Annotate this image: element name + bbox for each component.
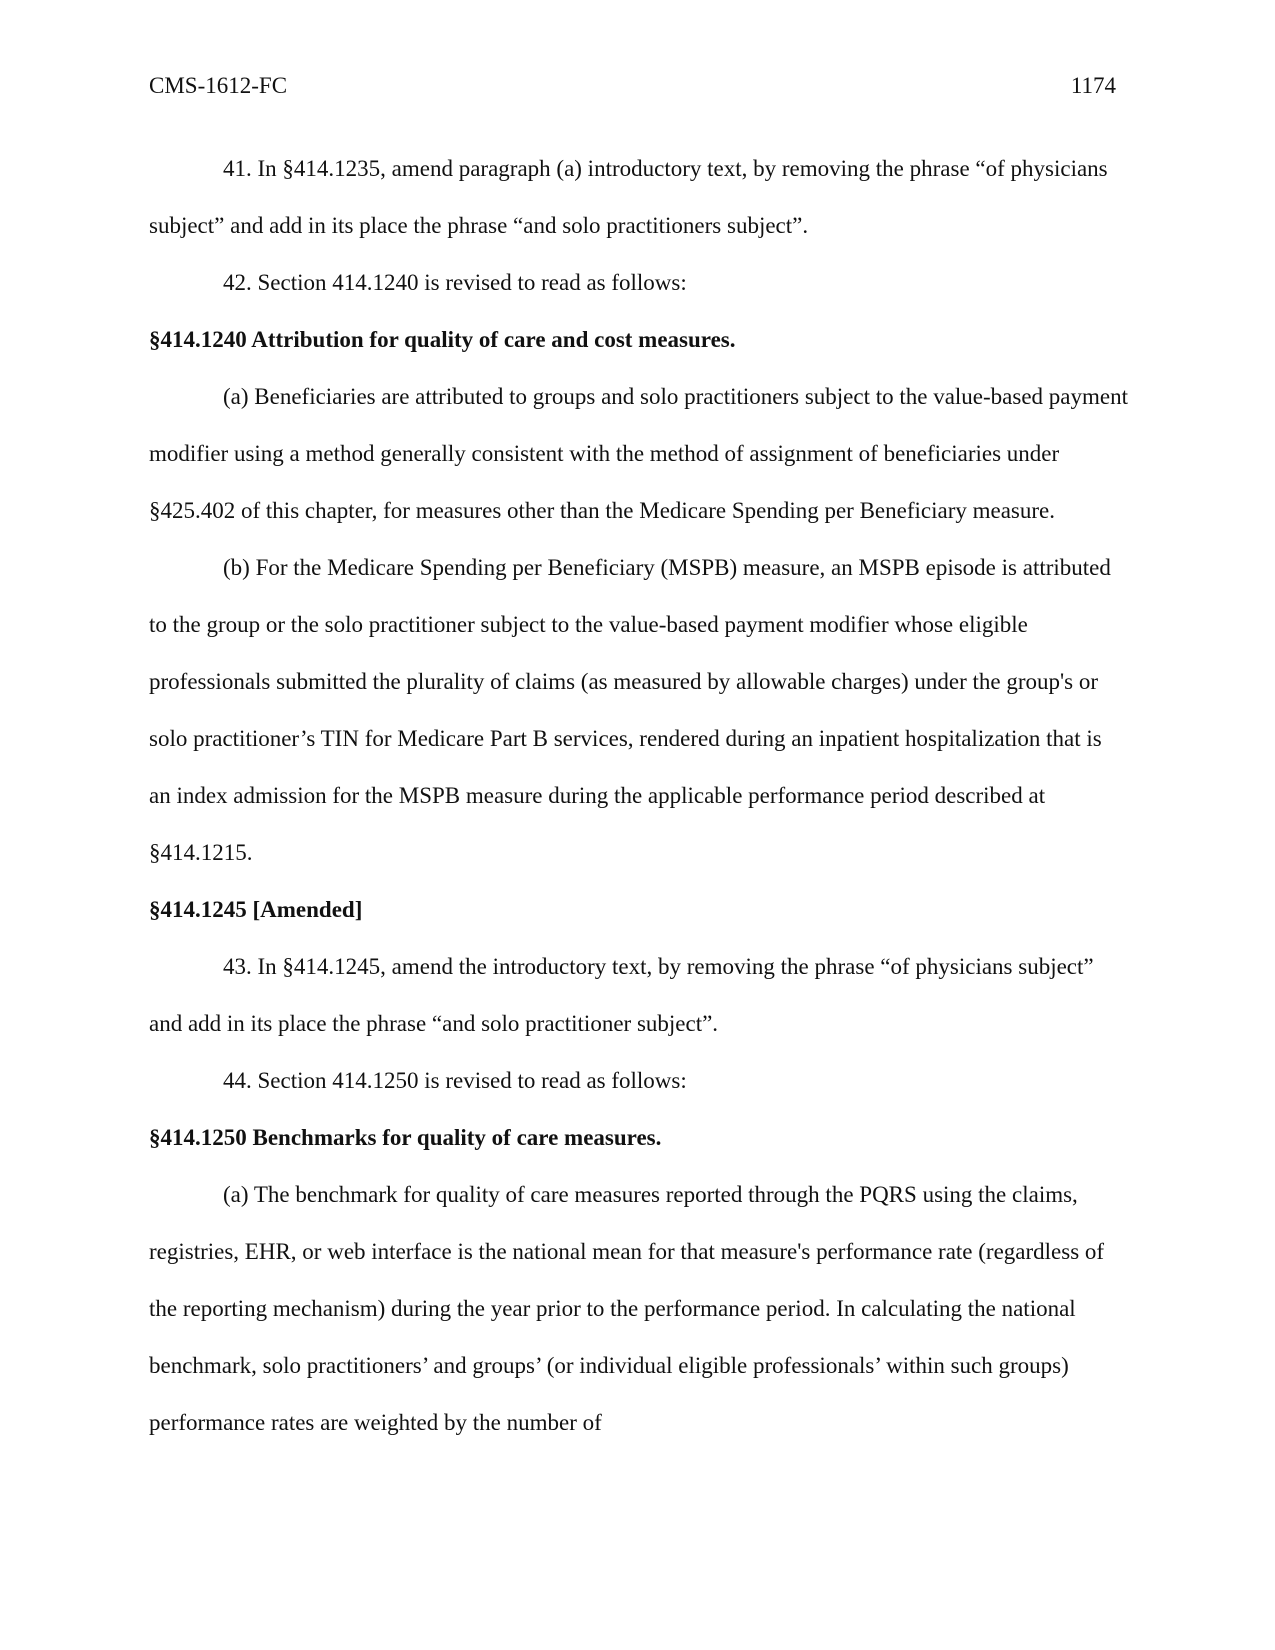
section-heading-414-1245: §414.1245 [Amended] [149, 897, 363, 922]
document-body [149, 140, 1129, 1451]
amendment-paragraph-42: 42. Section 414.1240 is revised to read as follows: [223, 270, 687, 295]
document-id: CMS-1612-FC [149, 73, 288, 98]
amendment-paragraph-44: 44. Section 414.1250 is revised to read as follows: [223, 1068, 687, 1093]
amendment-paragraph-43: 43. In §414.1245, amend the introductory text, by removing the phrase “of physicians subject” and add in its place the phrase “and solo practitioner subject”. [149, 954, 1094, 1036]
page-number: 1174 [1070, 73, 1116, 98]
section-heading-414-1250: §414.1250 Benchmarks for quality of care measures. [149, 1125, 662, 1150]
paragraph-1240-b: (b) For the Medicare Spending per Beneficiary (MSPB) measure, an MSPB episode is attributed to the group or the solo practitioner subject to the value-based payment modifier whose eligible professionals submitted the plurality of claims (as measured by allowable charges) under the group's or solo practitioner’s TIN for Medicare Part B services, rendered during an inpatient hospitalization that is an index admission for the MSPB measure during the applicable performance period described at §414.1215. [149, 555, 1111, 865]
paragraph-1250-a: (a) The benchmark for quality of care measures reported through the PQRS using the claims, registries, EHR, or web interface is the national mean for that measure's performance rate (regardless of the reporting mechanism) during the year prior to the performance period. In calculating the national benchmark, solo practitioners’ and groups’ (or individual eligible professionals’ within such groups) performance rates are weighted by the number of [149, 1182, 1105, 1435]
paragraph-1240-a: (a) Beneficiaries are attributed to groups and solo practitioners subject to the value-based payment modifier using a method generally consistent with the method of assignment of beneficiaries under §425.402 of this chapter, for measures other than the Medicare Spending per Beneficiary measure. [149, 384, 1128, 523]
section-heading-414-1240: §414.1240 Attribution for quality of care and cost measures. [149, 327, 736, 352]
amendment-paragraph-41: 41. In §414.1235, amend paragraph (a) introductory text, by removing the phrase “of physicians subject” and add in its place the phrase “and solo practitioners subject”. [149, 156, 1108, 238]
